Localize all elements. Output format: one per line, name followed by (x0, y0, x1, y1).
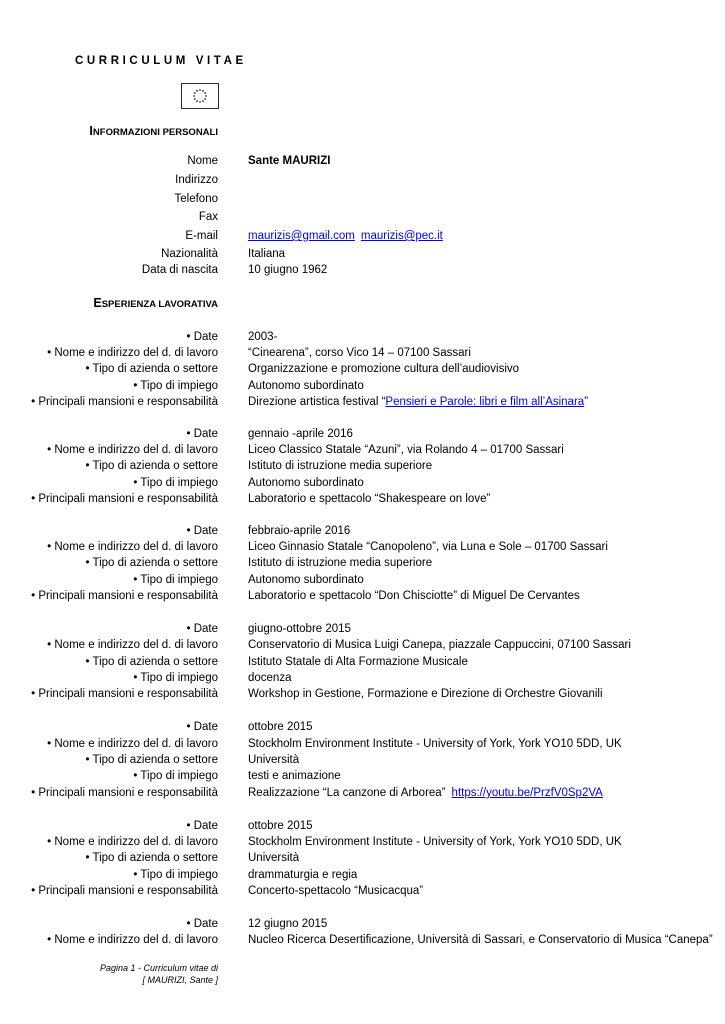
job-label: • Tipo di impiego (133, 574, 218, 586)
duties-label: • Principali mansioni e responsabilità (31, 688, 218, 700)
entry-sector-row (0, 852, 725, 868)
date-label: • Date (186, 918, 218, 930)
entry-duties-row (0, 493, 725, 509)
duties-label: • Principali mansioni e responsabilità (31, 787, 218, 799)
email-link-gmail[interactable]: maurizis@gmail.com (248, 230, 355, 242)
date-value: gennaio -aprile 2016 (248, 428, 353, 440)
job-value: Autonomo subordinato (248, 380, 364, 392)
duties-label: • Principali mansioni e responsabilità (31, 885, 218, 897)
entry-sector-row (0, 656, 725, 672)
entry-employer-row (0, 836, 725, 852)
date-label: • Date (186, 623, 218, 635)
sector-label: • Tipo di azienda o settore (85, 557, 218, 569)
entry-job-row (0, 477, 725, 493)
personal-phone-row (0, 193, 725, 209)
entry-duties-row (0, 885, 725, 901)
eu-flag-logo (181, 83, 219, 109)
employer-label: • Nome e indirizzo del d. di lavoro (47, 444, 218, 456)
date-value: 12 giugno 2015 (248, 918, 328, 930)
entry-employer-row (0, 444, 725, 460)
sector-label: • Tipo di azienda o settore (85, 852, 218, 864)
sector-label: • Tipo di azienda o settore (85, 460, 218, 472)
duties-label: • Principali mansioni e responsabilità (31, 396, 218, 408)
entry-employer-row (0, 347, 725, 363)
entry-duties-row (0, 590, 725, 606)
duties-value: Laboratorio e spettacolo “Shakespeare on love” (248, 493, 491, 505)
date-value: ottobre 2015 (248, 820, 313, 832)
employer-value: Conservatorio di Musica Luigi Canepa, piazzale Cappuccini, 07100 Sassari (248, 639, 631, 651)
sector-value: Organizzazione e promozione cultura dell’audiovisivo (248, 363, 520, 375)
job-value: docenza (248, 672, 292, 684)
personal-email-row (0, 230, 725, 246)
section-rest: SPERIENZA LAVORATIVA (101, 299, 218, 310)
personal-birthdate-row (0, 264, 725, 280)
entry-job-row (0, 574, 725, 590)
entry-date-row (0, 525, 725, 541)
date-value: 2003- (248, 331, 278, 343)
duties-label: • Principali mansioni e responsabilità (31, 590, 218, 602)
nationality-value: Italiana (248, 248, 286, 260)
entry-sector-row (0, 754, 725, 770)
date-value: giugno-ottobre 2015 (248, 623, 351, 635)
address-label: Indirizzo (175, 174, 218, 186)
entry-date-row (0, 428, 725, 444)
sector-value: Università (248, 852, 300, 864)
personal-fax-row (0, 211, 725, 227)
employer-label: • Nome e indirizzo del d. di lavoro (47, 738, 218, 750)
duties-label: • Principali mansioni e responsabilità (31, 493, 218, 505)
entry-date-row (0, 331, 725, 347)
birthdate-value: 10 giugno 1962 (248, 264, 328, 276)
sector-value: Università (248, 754, 300, 766)
sector-value: Istituto di istruzione media superiore (248, 460, 433, 472)
entry-job-row (0, 770, 725, 786)
job-value: drammaturgia e regia (248, 869, 358, 881)
name-value: Sante MAURIZI (248, 155, 331, 167)
entry-sector-row (0, 460, 725, 476)
employer-value: Liceo Classico Statale “Azuni”, via Rolando 4 – 01700 Sassari (248, 444, 564, 456)
date-value: ottobre 2015 (248, 721, 313, 733)
duties-value: Laboratorio e spettacolo “Don Chisciotte” di Miguel De Cervantes (248, 590, 580, 602)
date-label: • Date (186, 428, 218, 440)
employer-value: Liceo Ginnasio Statale “Canopoleno”, via Luna e Sole – 01700 Sassari (248, 541, 608, 553)
entry-duties-row (0, 787, 725, 803)
entry-employer-row (0, 738, 725, 754)
entry-employer-row (0, 639, 725, 655)
personal-name-row (0, 155, 725, 171)
festival-link[interactable]: Pensieri e Parole: libri e film all’Asinara (385, 396, 585, 408)
job-value: testi e animazione (248, 770, 341, 782)
personal-nationality-row (0, 248, 725, 264)
duties-value: Workshop in Gestione, Formazione e Direzione di Orchestre Giovanili (248, 688, 603, 700)
entry-date-row (0, 721, 725, 737)
entry-duties-row (0, 396, 725, 412)
youtube-link[interactable]: https://youtu.be/PrzfV0Sp2VA (451, 787, 603, 799)
sector-label: • Tipo di azienda o settore (85, 754, 218, 766)
section-initial: E (93, 296, 102, 310)
entry-sector-row (0, 557, 725, 573)
date-label: • Date (186, 721, 218, 733)
job-value: Autonomo subordinato (248, 574, 364, 586)
date-value: febbraio-aprile 2016 (248, 525, 351, 537)
sector-label: • Tipo di azienda o settore (85, 656, 218, 668)
entry-date-row (0, 623, 725, 639)
employer-label: • Nome e indirizzo del d. di lavoro (47, 541, 218, 553)
footer-line-2: [ MAURIZI, Sante ] (142, 975, 218, 985)
sector-value: Istituto di istruzione media superiore (248, 557, 433, 569)
email-label: E-mail (185, 230, 218, 242)
employer-value: Nucleo Ricerca Desertificazione, Università di Sassari, e Conservatorio di Musica “Canepa” (248, 934, 713, 946)
entry-sector-row (0, 363, 725, 379)
employer-label: • Nome e indirizzo del d. di lavoro (47, 639, 218, 651)
job-label: • Tipo di impiego (133, 380, 218, 392)
section-initial: I (89, 124, 93, 138)
entry-job-row (0, 869, 725, 885)
employer-value: Stockholm Environment Institute - University of York, York YO10 5DD, UK (248, 836, 622, 848)
page-footer (100, 962, 218, 986)
footer-line-1: Pagina 1 - Curriculum vitae di (99, 963, 218, 973)
job-value: Autonomo subordinato (248, 477, 364, 489)
employer-label: • Nome e indirizzo del d. di lavoro (47, 347, 218, 359)
date-label: • Date (186, 820, 218, 832)
entry-date-row (0, 918, 725, 934)
entry-job-row (0, 672, 725, 688)
entry-employer-row (0, 541, 725, 557)
job-label: • Tipo di impiego (133, 770, 218, 782)
duties-prefix: Realizzazione “La canzone di Arborea” (248, 787, 446, 799)
name-label: Nome (187, 155, 218, 167)
section-rest: NFORMAZIONI PERSONALI (92, 127, 218, 138)
date-label: • Date (186, 331, 218, 343)
duties-prefix: Direzione artistica festival “ (248, 396, 386, 408)
sector-label: • Tipo di azienda o settore (85, 363, 218, 375)
email-link-pec[interactable]: maurizis@pec.it (360, 230, 443, 242)
birthdate-label: Data di nascita (141, 264, 218, 276)
sector-value: Istituto Statale di Alta Formazione Musicale (248, 656, 468, 668)
section-work-experience (93, 296, 218, 310)
nationality-label: Nazionalità (161, 248, 218, 260)
employer-label: • Nome e indirizzo del d. di lavoro (47, 934, 218, 946)
date-label: • Date (186, 525, 218, 537)
duties-suffix: ” (584, 396, 589, 408)
entry-duties-row (0, 688, 725, 704)
job-label: • Tipo di impiego (133, 477, 218, 489)
phone-label: Telefono (174, 193, 218, 205)
employer-label: • Nome e indirizzo del d. di lavoro (47, 836, 218, 848)
job-label: • Tipo di impiego (133, 869, 218, 881)
personal-address-row (0, 174, 725, 190)
employer-value: “Cinearena”, corso Vico 14 – 07100 Sassari (248, 347, 471, 359)
section-personal-info (89, 124, 218, 138)
cv-title: CURRICULUM VITAE (75, 55, 247, 67)
fax-label: Fax (198, 211, 218, 223)
employer-value: Stockholm Environment Institute - University of York, York YO10 5DD, UK (248, 738, 622, 750)
entry-job-row (0, 380, 725, 396)
entry-employer-row (0, 934, 725, 950)
entry-date-row (0, 820, 725, 836)
duties-value: Concerto-spettacolo “Musicacqua” (248, 885, 424, 897)
job-label: • Tipo di impiego (133, 672, 218, 684)
